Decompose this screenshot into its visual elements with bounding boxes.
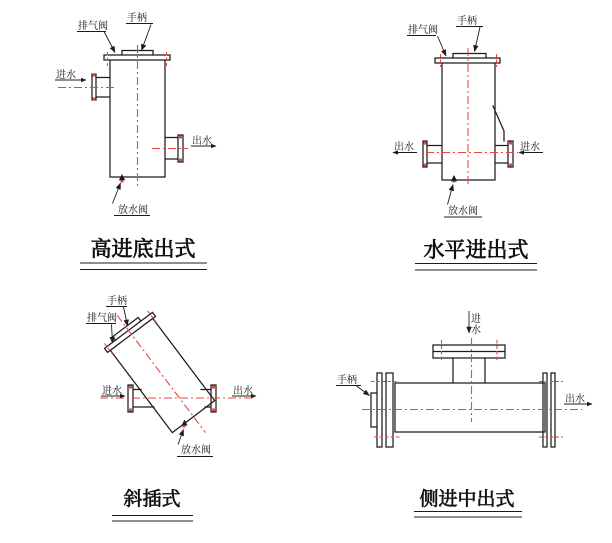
handle-label: 手柄 (127, 13, 147, 24)
drain-leader-line (178, 430, 184, 445)
diagram-title: 高进底出式 (90, 237, 196, 261)
handle-leader-line (475, 27, 481, 52)
vent-valve-label: 排气阀 (78, 21, 108, 32)
handle-leader-line (142, 25, 152, 51)
vent-leader-line (112, 325, 113, 344)
drain-valve-label: 放水阀 (118, 205, 148, 216)
handle-leader-line (357, 386, 370, 396)
vent-leader-line (104, 32, 115, 53)
title-double-underline (414, 512, 522, 518)
inlet-label: 进水 (102, 386, 122, 397)
drain-valve-label: 放水阀 (181, 445, 211, 456)
title-double-underline (415, 264, 537, 271)
vent-leader-line (438, 36, 447, 56)
drain-arrow (451, 175, 457, 181)
handle-label: 手柄 (107, 296, 127, 307)
diagram-high-inlet-bottom-outlet (55, 11, 216, 270)
vent-valve-label: 排气阀 (408, 25, 438, 36)
drain-valve-label: 放水阀 (448, 206, 478, 217)
centerlines (58, 45, 188, 186)
handle-leader-line (124, 307, 128, 326)
diagram-side-in-middle-out (336, 311, 592, 517)
outlet-label: 出水 (394, 142, 414, 153)
handle-label: 手柄 (457, 16, 477, 27)
diagram-title: 斜插式 (123, 489, 181, 510)
title-double-underline (80, 263, 207, 270)
outlet-label: 出水 (233, 386, 253, 397)
vessel-outline (371, 345, 555, 447)
diagram-title: 侧进中出式 (419, 489, 515, 510)
inlet-label-char-bottom: 水 (471, 325, 481, 336)
outlet-label: 出水 (192, 136, 212, 147)
centerlines (362, 338, 582, 422)
inlet-label-char-top: 进 (471, 314, 481, 325)
vent-valve-label: 排气阀 (87, 313, 117, 324)
drain-leader-line (448, 185, 454, 205)
drain-leader-line (113, 183, 121, 204)
handle-label: 手柄 (337, 375, 357, 386)
diagram-oblique-insert (86, 294, 256, 521)
inlet-label: 进水 (56, 70, 76, 81)
diagram-horizontal-in-out (393, 14, 543, 270)
inlet-label: 进水 (520, 142, 540, 153)
centerlines (426, 48, 518, 186)
title-double-underline (112, 516, 193, 522)
outlet-label: 出水 (565, 394, 585, 405)
axis-centerline (117, 315, 205, 432)
flange-center-ticks (371, 340, 563, 437)
diagram-title: 水平进出式 (423, 238, 529, 262)
